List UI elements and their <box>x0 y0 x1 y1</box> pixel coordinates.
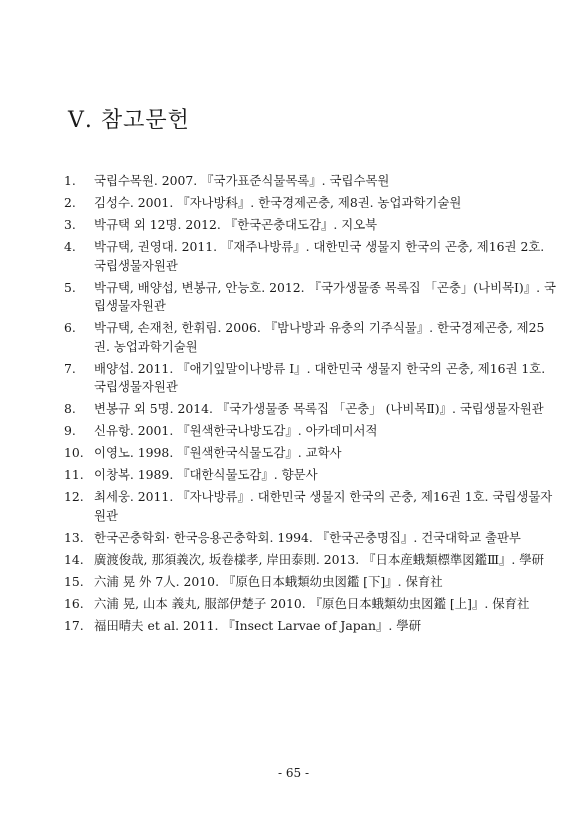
reference-number: 16. <box>64 595 84 611</box>
reference-item <box>64 617 556 636</box>
reference-number: 17. <box>64 617 84 633</box>
reference-number: 11. <box>64 467 84 482</box>
reference-number: 4. <box>64 239 76 254</box>
reference-number: 15. <box>64 573 84 589</box>
reference-text: 廣渡俊哉, 那須義次, 坂卷樣孝, 岸田泰則. 2013. 『日本産蛾類標準図鑑Ⅲ』. 學研 <box>94 551 545 567</box>
reference-number: 13. <box>64 529 84 545</box>
reference-number: 10. <box>64 445 84 460</box>
reference-text: 최세웅. 2011. 『자나방류』. 대한민국 생물지 한국의 곤충, 제16권 1호. 국립생물자원관 <box>94 489 553 523</box>
reference-item <box>64 466 556 485</box>
reference-text: 박규택, 손재천, 한휘림. 2006. 『밤나방과 유충의 기주식물』. 한국경제곤충, 제25권. 농업과학기술원 <box>94 320 545 354</box>
reference-item <box>64 216 556 235</box>
reference-number: 7. <box>64 360 76 376</box>
reference-text: 六浦 晃, 山本 義丸, 服部伊楚子 2010. 『原色日本蛾類幼虫図鑑 [上]』. 保育社 <box>94 595 530 611</box>
reference-item <box>64 573 556 592</box>
reference-item <box>64 444 556 463</box>
reference-number: 6. <box>64 320 76 335</box>
reference-item <box>64 400 556 419</box>
reference-text: 이영노. 1998. 『원색한국식물도감』. 교학사 <box>94 445 342 460</box>
reference-item <box>64 529 556 548</box>
reference-text: 한국곤충학회· 한국응용곤충학회. 1994. 『한국곤충명집』. 건국대학교 출판부 <box>94 529 521 545</box>
reference-text: 박규택 외 12명. 2012. 『한국곤충대도감』. 지오북 <box>94 217 378 232</box>
reference-text: 박규택, 권영대. 2011. 『재주나방류』. 대한민국 생물지 한국의 곤충, 제16권 2호. 국립생물자원관 <box>94 239 545 273</box>
page-number: - 65 - <box>277 766 309 780</box>
reference-item <box>64 319 556 356</box>
reference-text: 국립수목원. 2007. 『국가표준식물목록』. 국립수목원 <box>94 173 390 188</box>
reference-number: 1. <box>64 173 76 188</box>
section-title: Ⅴ. 참고문헌 <box>68 107 190 133</box>
reference-number: 8. <box>64 401 76 416</box>
reference-text: 변봉규 외 5명. 2014. 『국가생물종 목록집 「곤충」 (나비목Ⅱ)』. 국립생물자원관 <box>94 401 544 416</box>
reference-item <box>64 595 556 614</box>
reference-item <box>64 238 556 275</box>
reference-item <box>64 360 556 397</box>
reference-text: 박규택, 배양섭, 변봉규, 안능호. 2012. 『국가생물종 목록집 「곤충」(나비목Ⅰ)』. 국립생물자원관 <box>94 279 557 313</box>
reference-number: 5. <box>64 279 76 295</box>
reference-text: 이창복. 1989. 『대한식물도감』. 향문사 <box>94 467 318 482</box>
reference-list <box>64 172 556 639</box>
reference-number: 9. <box>64 423 76 438</box>
reference-item <box>64 194 556 213</box>
reference-item <box>64 488 556 525</box>
reference-text: 신유항. 2001. 『원색한국나방도감』. 아카데미서적 <box>94 423 378 438</box>
reference-item <box>64 551 556 570</box>
reference-number: 3. <box>64 217 76 232</box>
reference-item <box>64 279 556 316</box>
reference-number: 12. <box>64 489 84 504</box>
reference-item <box>64 172 556 191</box>
reference-number: 14. <box>64 551 84 567</box>
reference-text: 배양섭. 2011. 『애기잎말이나방류 Ⅰ』. 대한민국 생물지 한국의 곤충, 제16권 1호. 국립생물자원관 <box>94 360 546 394</box>
reference-text: 六浦 晃 外 7人. 2010. 『原色日本蛾類幼虫図鑑 [下]』. 保育社 <box>94 573 443 589</box>
reference-item <box>64 422 556 441</box>
reference-text: 김성수. 2001. 『자나방科』. 한국경제곤충, 제8권. 농업과학기술원 <box>94 195 462 210</box>
reference-number: 2. <box>64 195 76 210</box>
reference-text: 福田晴夫 et al. 2011. 『Insect Larvae of Japan』. 學研 <box>94 617 422 633</box>
